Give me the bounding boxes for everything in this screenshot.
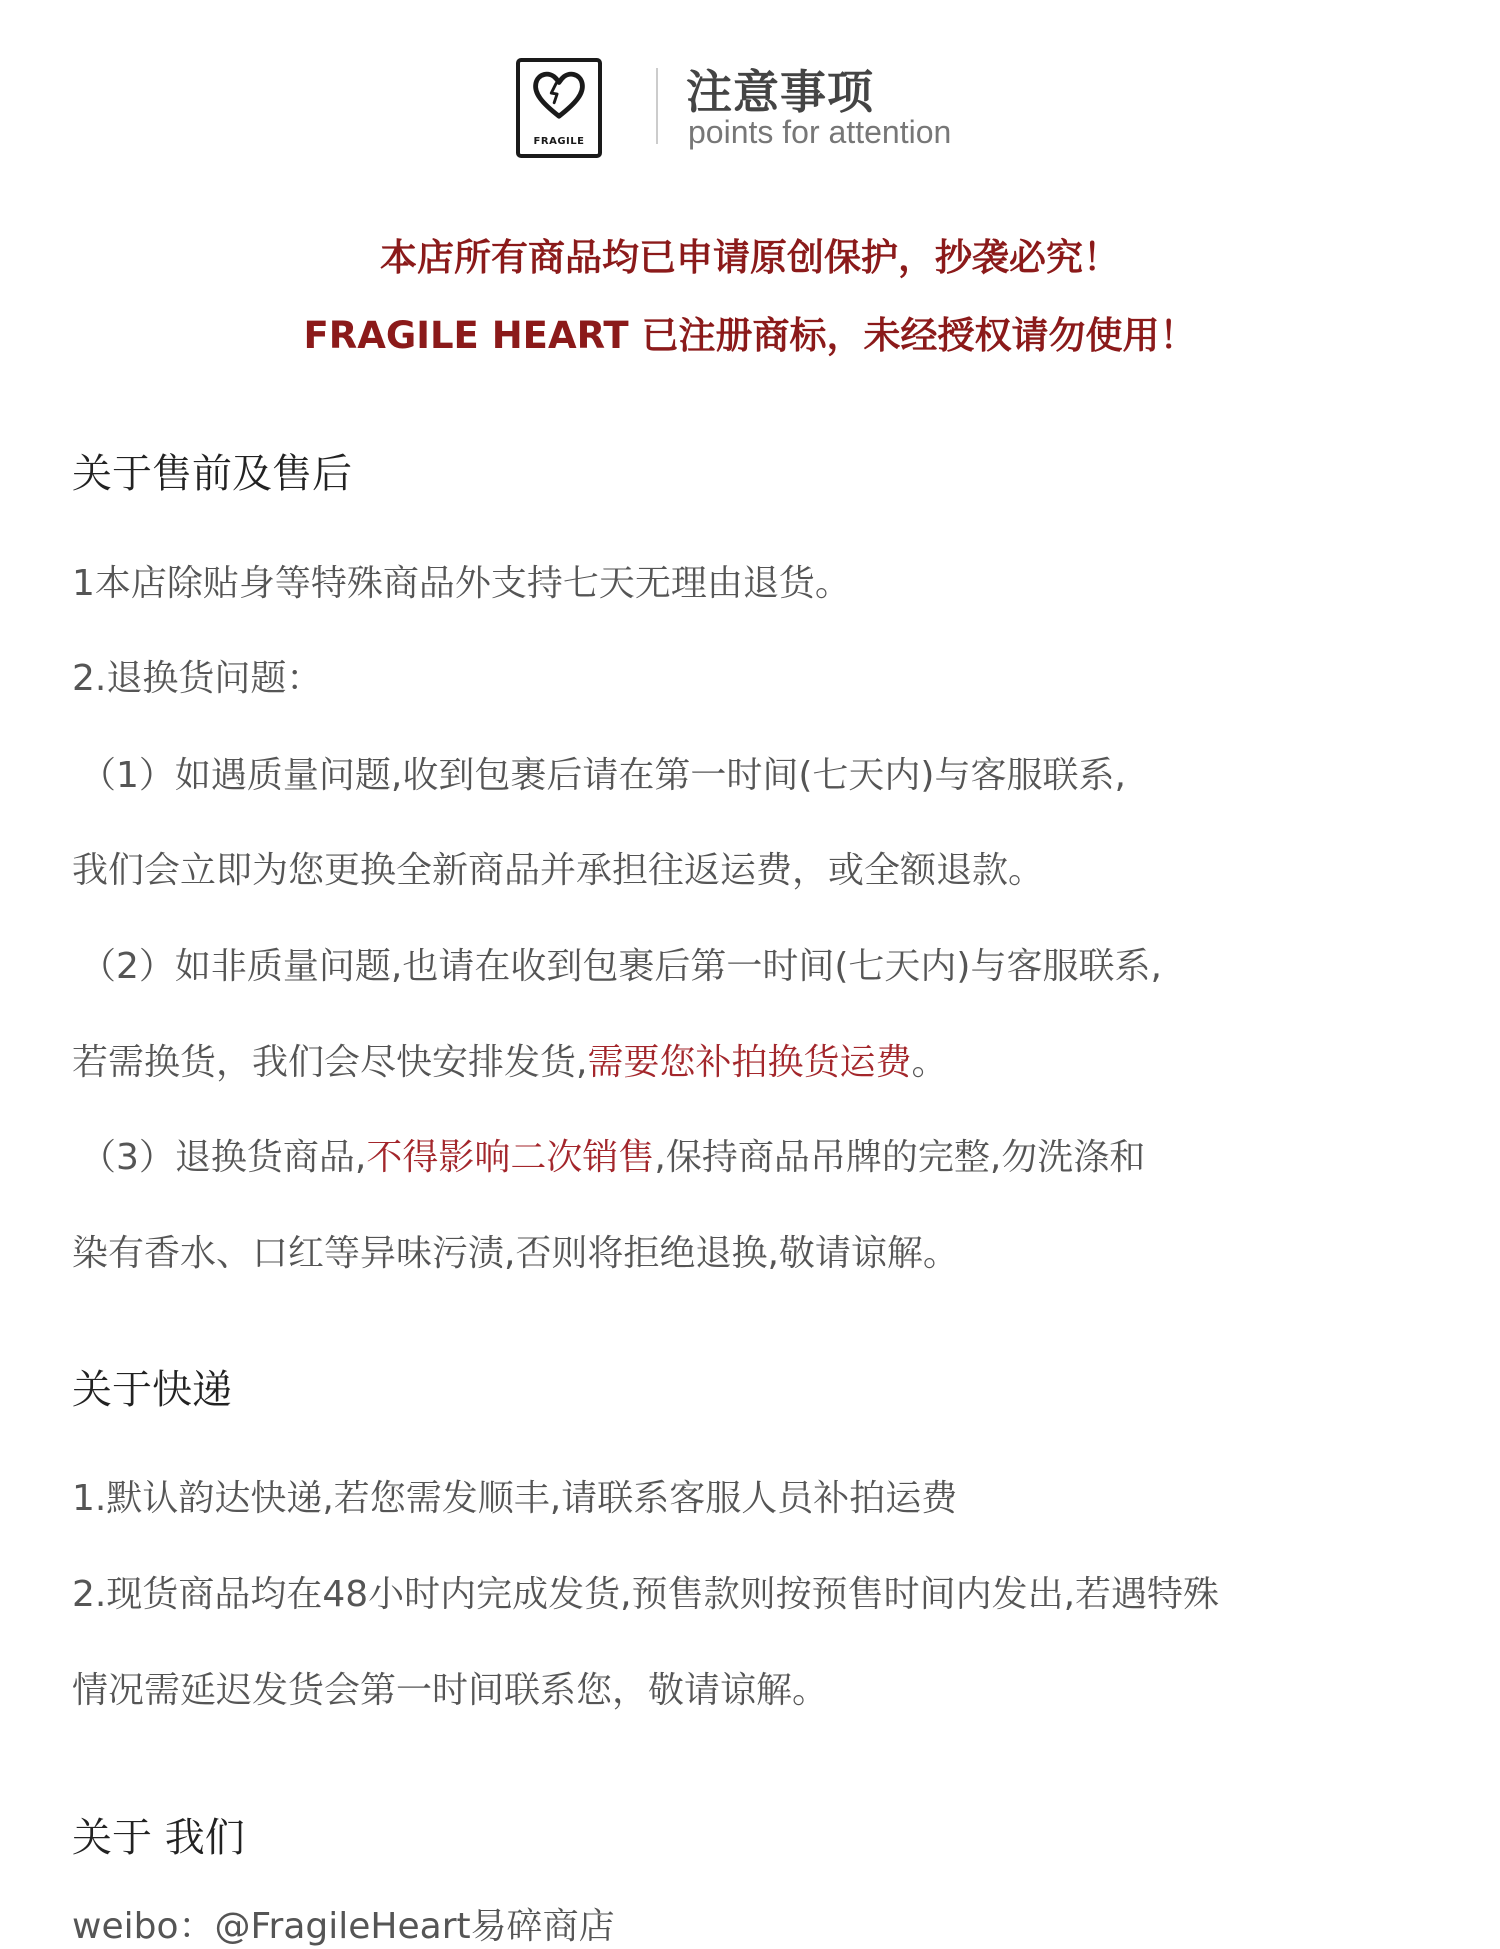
section-heading-aftersale: 关于售前及售后 <box>72 451 352 497</box>
aftersale-line-3: （1）如遇质量问题,收到包裹后请在第一时间(七天内)与客服联系, <box>80 755 1126 796</box>
header <box>516 58 1016 168</box>
page-title: 注意事项 <box>686 65 874 119</box>
aftersale-line-7 <box>80 1129 1145 1180</box>
header-divider <box>656 68 658 144</box>
highlight-no-resale-impact: 不得影响二次销售 <box>366 1137 655 1178</box>
aftersale-line-5: （2）如非质量问题,也请在收到包裹后第一时间(七天内)与客服联系, <box>80 946 1162 987</box>
fragile-logo <box>516 58 602 158</box>
aftersale-line-7-text: （3）退换货商品, <box>80 1137 367 1178</box>
aftersale-line-2: 2.退换货问题： <box>72 658 323 699</box>
copyright-notice: 本店所有商品均已申请原创保护，抄袭必究！ <box>380 236 1120 279</box>
highlight-exchange-shipping: 需要您补拍换货运费 <box>587 1042 912 1083</box>
aftersale-line-6-text: 若需换货，我们会尽快安排发货, <box>72 1042 588 1083</box>
aftersale-line-6 <box>72 1034 947 1085</box>
logo-wordmark: FRAGILE <box>533 136 585 147</box>
aftersale-line-4: 我们会立即为您更换全新商品并承担往返运费，或全额退款。 <box>72 850 1045 891</box>
aftersale-line-6-end: 。 <box>911 1042 948 1083</box>
shipping-line-1: 1.默认韵达快递,若您需发顺丰,请联系客服人员补拍运费 <box>72 1478 958 1519</box>
shipping-line-3: 情况需延迟发货会第一时间联系您，敬请谅解。 <box>72 1670 829 1711</box>
section-heading-shipping: 关于快递 <box>72 1367 232 1413</box>
trademark-notice: FRAGILE HEART 已注册商标，未经授权请勿使用！ <box>303 314 1197 357</box>
page-subtitle: points for attention <box>688 114 952 150</box>
aftersale-line-1: 1本店除贴身等特殊商品外支持七天无理由退货。 <box>72 563 851 604</box>
shipping-line-2: 2.现货商品均在48小时内完成发货,预售款则按预售时间内发出,若遇特殊 <box>72 1574 1220 1615</box>
aftersale-line-8: 染有香水、口红等异味污渍,否则将拒绝退换,敬请谅解。 <box>72 1233 959 1274</box>
section-heading-about: 关于 我们 <box>72 1815 245 1861</box>
heart-icon <box>530 68 588 122</box>
aftersale-line-7-end: ,保持商品吊牌的完整,勿洗涤和 <box>654 1137 1146 1178</box>
weibo-line: weibo：@FragileHeart易碎商店 <box>72 1906 615 1947</box>
